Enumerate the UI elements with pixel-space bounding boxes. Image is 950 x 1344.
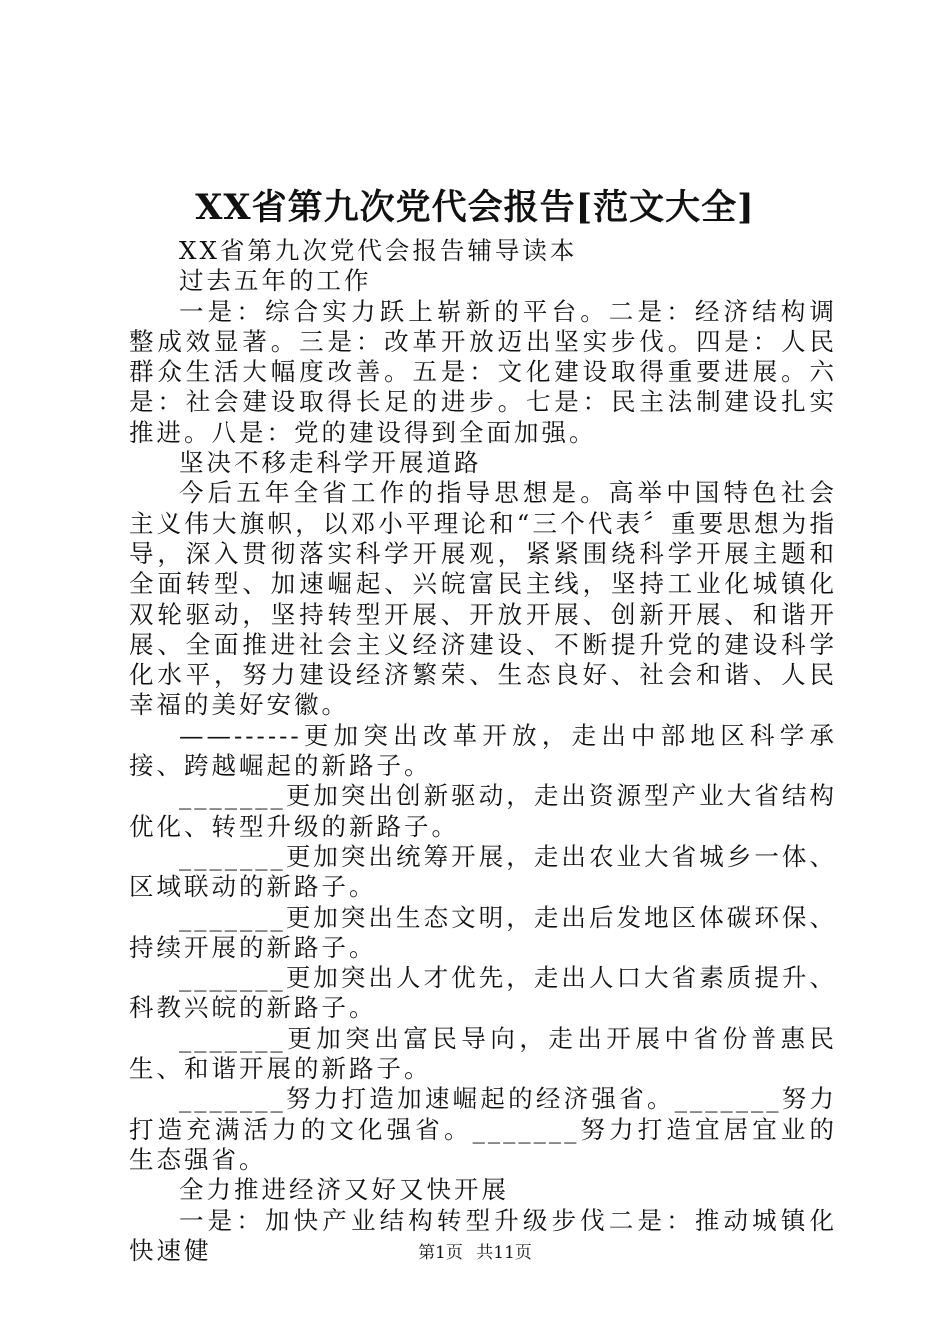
page-footer [0,1241,950,1265]
paragraph: _______更加突出生态文明，走出后发地区体碳环保、持续开展的新路子。 [129,902,837,962]
paragraph: _______更加突出创新驱动，走出资源型产业大省结构优化、转型升级的新路子。 [129,781,837,841]
paragraph-heading-development: 坚决不移走科学开展道路 [179,448,482,478]
paragraph: _______努力打造加速崛起的经济强省。_______努力打造充满活力的文化强省。_______努力打造宜居宜业的生态强省。 [129,1084,837,1174]
document-title: XX省第九次党代会报告[范文大全] [195,187,755,228]
paragraph: 今后五年全省工作的指导思想是。高举中国特色社会主义伟大旗帜，以邓小平理论和“三个代表〞重要思想为指导，深入贯彻落实科学开展观，紧紧围绕科学开展主题和全面转型、加速崛起、兴皖富民主线，坚持工业化城镇化双轮驱动，坚持转型开展、开放开展、创新开展、和谐开展、全面推进社会主义经济建设、不断提升党的建设科学化水平，努力建设经济繁荣、生态良好、社会和谐、人民幸福的美好安徽。 [129,478,837,720]
paragraph: _______更加突出富民导向，走出开展中省份普惠民生、和谐开展的新路子。 [129,1023,837,1084]
paragraph: _______更加突出人才优先，走出人口大省素质提升、科教兴皖的新路子。 [129,963,837,1023]
document-body [129,236,837,1266]
paragraph: 一是：综合实力跃上崭新的平台。二是：经济结构调整成效显著。三是：改革开放迈出坚实步伐。四是：人民群众生活大幅度改善。五是：文化建设取得重要进展。六是：社会建设取得长足的进步。七是：民主法制建设扎实推进。八是：党的建设得到全面加强。 [129,296,837,447]
paragraph: 一是：加快产业结构转型升级步伐二是：推动城镇化快速健 [129,1205,837,1265]
paragraph-heading-past-work: 过去五年的工作 [179,266,372,296]
paragraph-heading-economy: 全力推进经济又好又快开展 [179,1175,509,1205]
paragraph: ——------更加突出改革开放，走出中部地区科学承接、跨越崛起的新路子。 [129,720,837,781]
paragraph-subtitle: XX省第九次党代会报告辅导读本 [179,236,578,265]
page-number: 第1页 [418,1243,463,1263]
paragraph: _______更加突出统筹开展，走出农业大省城乡一体、区域联动的新路子。 [129,841,837,902]
page-total: 共11页 [476,1243,532,1263]
